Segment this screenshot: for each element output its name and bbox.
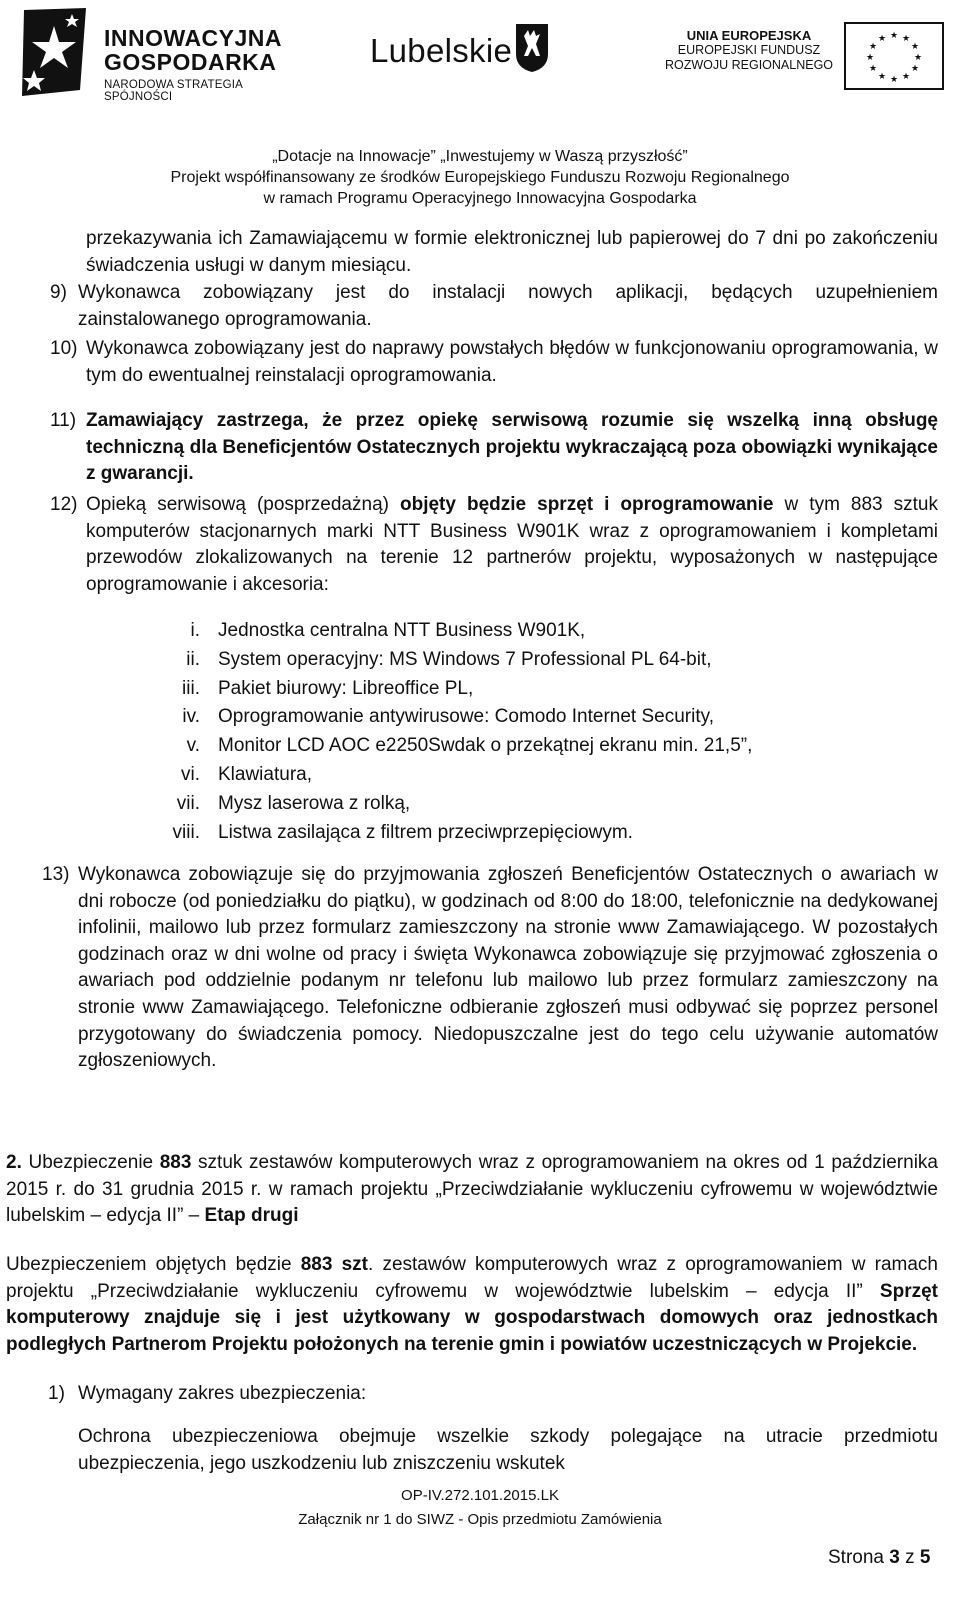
paragraph-last: Ochrona ubezpieczeniowa obejmuje wszelkie szkody polegające na utracie przedmiotu ubezpieczenia, jego uszkodzeniu lub zniszczeniu wskutek <box>78 1426 938 1474</box>
section-2-text-b: 883 <box>159 1152 192 1173</box>
list-item-text: Klawiatura, <box>218 763 312 785</box>
equipment-list <box>120 617 880 847</box>
svg-text:★: ★ <box>889 74 899 84</box>
item-text-11: Zamawiający zastrzega, że przez opiekę serwisową rozumie się wszelką inną obsługę techniczną dla Beneficjentów Ostatecznych projektu wykraczającą poza obowiązki wynikające z gwarancji. <box>86 410 938 485</box>
list-item <box>120 617 880 646</box>
item-number-13: 13) <box>42 864 70 885</box>
list-item <box>120 646 880 675</box>
eu-flag-icon <box>844 22 944 90</box>
list-item <box>120 761 880 790</box>
header-text <box>0 146 960 209</box>
svg-text:★: ★ <box>889 30 899 40</box>
list-item-text: Oprogramowanie antywirusowe: Comodo Internet Security, <box>218 706 714 728</box>
page-number <box>828 1547 930 1569</box>
list-item-number: iii. <box>182 677 200 699</box>
list-item-number: i. <box>190 620 200 641</box>
footer-ref: OP-IV.272.101.2015.LK <box>401 1487 559 1504</box>
page-separator: z <box>899 1547 920 1568</box>
section-2-text-a: Ubezpieczenie <box>21 1152 160 1173</box>
list-item-number: vii. <box>176 792 200 814</box>
item-number-1: 1) <box>48 1383 65 1404</box>
list-item-number: ii. <box>186 648 200 670</box>
list-item-text: System operacyjny: MS Windows 7 Professional PL 64-bit, <box>218 648 712 670</box>
innowacyjna-gospodarka-logo <box>14 6 314 103</box>
eu-logo <box>664 28 944 88</box>
section-2-text-c: sztuk zestawów komputerowych wraz z oprogramowaniem na okres od 1 października 2015 r. do 31 grudnia 2015 r. w ramach projektu „Przeciwdziałanie wykluczeniu cyfrowemu w województwie lubelskim – edycja II” – <box>6 1152 938 1227</box>
insurance-text-b: 883 szt <box>300 1254 368 1275</box>
item-number-9: 9) <box>50 282 67 303</box>
list-item <box>120 703 880 732</box>
svg-text:★: ★ <box>868 63 878 73</box>
item-number-11: 11) <box>50 410 77 431</box>
item-text-1: Wymagany zakres ubezpieczenia: <box>78 1383 367 1404</box>
star-logo-icon <box>14 6 94 98</box>
svg-text:★: ★ <box>901 33 911 43</box>
header-logos <box>0 0 960 110</box>
svg-text:★: ★ <box>865 52 875 62</box>
deer-shield-icon <box>514 22 550 74</box>
svg-text:★: ★ <box>901 71 911 81</box>
list-item <box>120 819 880 848</box>
svg-text:★: ★ <box>910 41 920 51</box>
logo-left-sub: NARODOWA STRATEGIA SPÓJNOŚCI <box>104 79 243 103</box>
logo-right-line1: UNIA EUROPEJSKA <box>686 28 812 43</box>
insurance-text-c: . zestawów komputerowych wraz z oprogramowaniem w ramach projektu „Przeciwdziałanie wykluczeniu cyfrowemu w województwie lubelskim – edycja II” <box>6 1254 938 1302</box>
lubelskie-logo <box>370 20 550 80</box>
footer <box>0 1484 960 1532</box>
list-item-number: viii. <box>172 821 200 843</box>
list-item-text: Listwa zasilająca z filtrem przeciwprzepięciowym. <box>218 821 633 843</box>
list-item-number: vi. <box>181 763 200 785</box>
page-current: 3 <box>889 1547 900 1568</box>
header-line1: „Dotacje na Innowacje” „Inwestujemy w Waszą przyszłość” <box>272 148 688 165</box>
item-text-9 <box>78 280 938 333</box>
logo-right-line2: EUROPEJSKI FUNDUSZ <box>677 43 821 57</box>
svg-text:★: ★ <box>868 41 878 51</box>
item-12-text-c: w tym 883 sztuk komputerów stacjonarnych marki NTT Business W901K wraz z oprogramowaniem i kompletami przewodów zlokalizowanych na terenie 12 partnerów projektu, wyposażonych w następujące oprogramowanie i akcesoria: <box>86 494 938 595</box>
list-item-text: Monitor LCD AOC e2250Swdak o przekątnej ekranu min. 21,5”, <box>218 735 753 757</box>
header-line2: Projekt współfinansowany ze środków Europejskiego Funduszu Rozwoju Regionalnego <box>170 169 790 186</box>
svg-text:★: ★ <box>877 71 887 81</box>
insurance-text-d: Sprzęt komputerowy znajduje się i jest użytkowany w gospodarstwach domowych oraz jednostkach podległych Partnerom Projektu położonych na terenie gmin i powiatów uczestniczących w Projekcie. <box>6 1280 938 1355</box>
logo-left-line1: INNOWACYJNA <box>104 25 283 51</box>
svg-text:★: ★ <box>877 33 887 43</box>
page-label: Strona <box>828 1547 890 1568</box>
header-line3: w ramach Programu Operacyjnego Innowacyjna Gospodarka <box>263 190 697 207</box>
paragraph-insurance <box>6 1252 938 1358</box>
list-item-text: Jednostka centralna NTT Business W901K, <box>218 620 586 641</box>
list-item <box>120 675 880 704</box>
list-item-number: v. <box>186 735 200 757</box>
logo-right-line3: ROZWOJU REGIONALNEGO <box>664 58 834 72</box>
item-9-text: Wykonawca zobowiązany jest do instalacji nowych aplikacji, będących uzupełnieniem zainstalowanego oprogramowania. <box>78 282 938 330</box>
list-item-number: iv. <box>182 706 200 728</box>
list-item <box>120 732 880 761</box>
section-2-number: 2. <box>6 1152 22 1173</box>
logo-left-line2: GOSPODARKA <box>104 49 277 75</box>
list-item-text: Mysz laserowa z rolką, <box>218 792 411 814</box>
logo-center-text: Lubelskie <box>370 32 513 69</box>
page-total: 5 <box>919 1547 931 1568</box>
list-item <box>120 790 880 819</box>
svg-text:★: ★ <box>910 63 920 73</box>
item-text-13: Wykonawca zobowiązuje się do przyjmowania zgłoszeń Beneficjentów Ostatecznych o awariach w dni robocze (od poniedziałku do piątku), w godzinach od 8:00 do 18:00, telefonicznie na dedykowanej infolinii, mailowo lub przez formularz zamieszczony na stronie www Zamawiającego. W pozostałych godzinach oraz w dni wolne od pracy i święta Wykonawca zobowiązuje się przyjmować zgłoszenia o awariach pod oddzielnie podanym nr telefonu lub mailowo lub przez formularz zamieszczony na stronie www Zamawiającego. Telefoniczne odbieranie zgłoszeń musi odbywać się poprzez personel przygotowany do świadczenia pomocy. Niedopuszczalne jest do tego celu używanie automatów zgłoszeniowych. <box>78 864 938 1072</box>
list-item-text: Pakiet biurowy: Libreoffice PL, <box>218 677 474 699</box>
svg-text:★: ★ <box>913 52 923 62</box>
item-text-10: Wykonawca zobowiązany jest do naprawy powstałych błędów w funkcjonowaniu oprogramowania, w tym do ewentualnej reinstalacji oprogramowania. <box>86 338 938 386</box>
insurance-text-a: Ubezpieczeniem objętych będzie <box>6 1254 301 1275</box>
section-2-text-d: Etap drugi <box>204 1205 299 1227</box>
item-text-12 <box>86 492 938 598</box>
footer-attachment: Załącznik nr 1 do SIWZ - Opis przedmiotu Zamówienia <box>298 1511 662 1528</box>
item-12-text-b: objęty będzie sprzęt i oprogramowanie <box>400 494 774 515</box>
item-12-text-a: Opieką serwisową (posprzedażną) <box>86 494 400 515</box>
item-number-12: 12) <box>50 494 78 515</box>
section-2-heading <box>6 1150 938 1230</box>
paragraph-continuation: przekazywania ich Zamawiającemu w formie elektronicznej lub papierowej do 7 dni po zakończeniu świadczenia usługi w danym miesiącu. <box>86 228 938 276</box>
item-number-10: 10) <box>50 338 78 359</box>
